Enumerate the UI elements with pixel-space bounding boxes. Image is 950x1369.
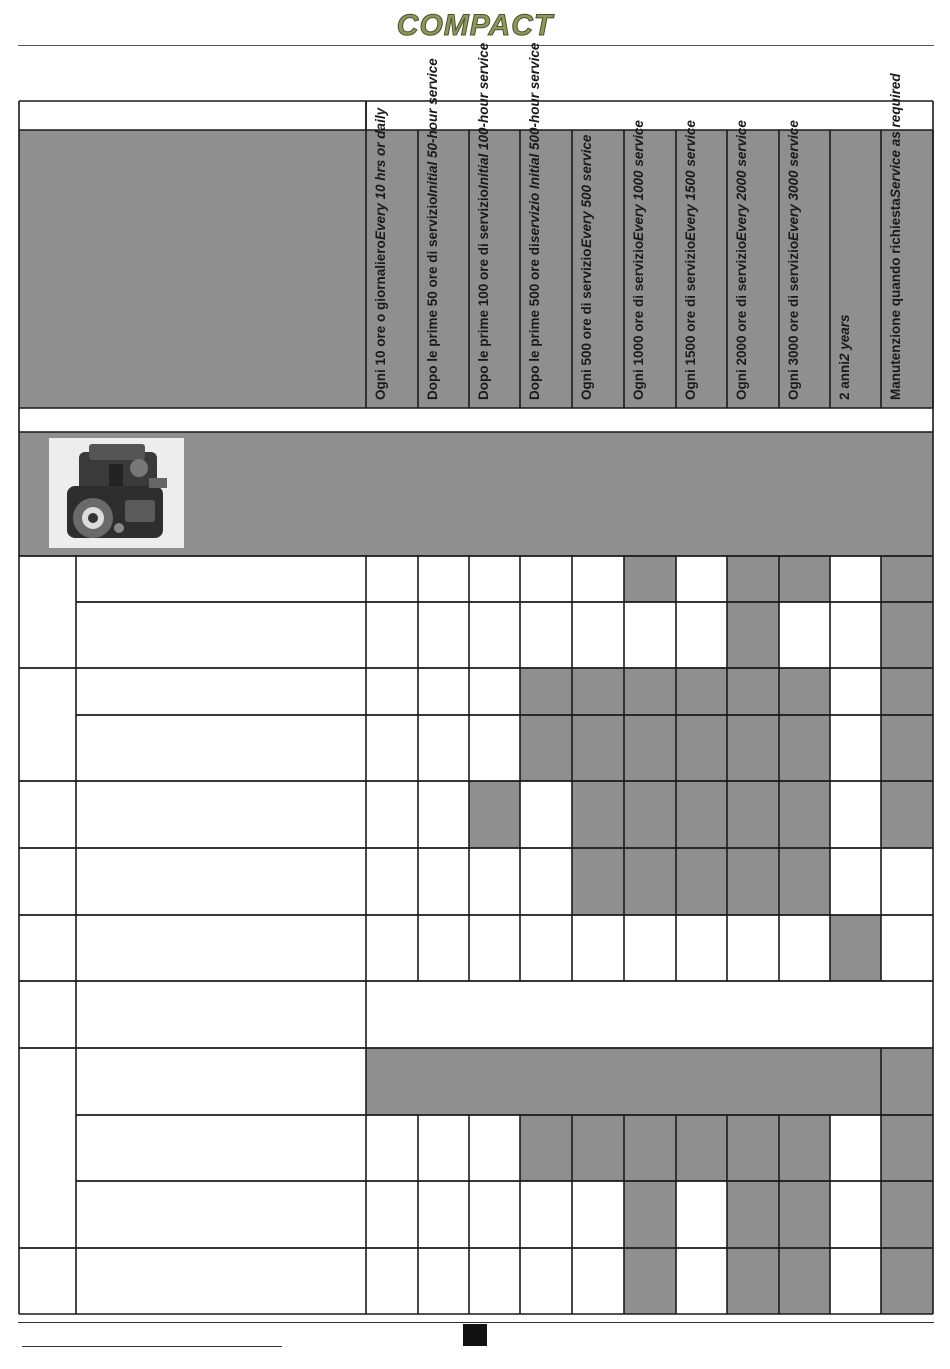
- interval-header-label: [682, 120, 722, 400]
- interval-header-label: [887, 73, 927, 400]
- footer-rule: [18, 1322, 934, 1323]
- footer-underline: [22, 1346, 282, 1347]
- schedule-cell-shaded: [676, 781, 727, 848]
- interval-label-it: Manutenzione quando richiesta: [888, 198, 903, 400]
- schedule-cell-shaded: [727, 1248, 779, 1314]
- interval-label-en: servizio Initial 500-hour service: [527, 42, 542, 244]
- schedule-cell-shaded: [727, 668, 779, 715]
- page-number-block: [463, 1324, 487, 1346]
- schedule-cell-shaded: [572, 1115, 624, 1181]
- schedule-cell-shaded: [624, 556, 676, 602]
- interval-label-it: Dopo le prime 500 ore di: [527, 243, 542, 400]
- schedule-cell-shaded: [881, 1115, 933, 1181]
- interval-label-en: Every 500 service: [579, 135, 594, 249]
- schedule-cell-shaded: [624, 1181, 676, 1248]
- schedule-cell-shaded: [881, 1181, 933, 1248]
- schedule-cell-shaded: [520, 1115, 572, 1181]
- interval-header-label: [372, 108, 412, 400]
- interval-label-it: Ogni 1500 ore di servizio: [683, 240, 698, 400]
- description-header-cell: [19, 130, 366, 408]
- schedule-cell-shaded: [727, 1115, 779, 1181]
- interval-label-it: Ogni 1000 ore di servizio: [631, 240, 646, 400]
- schedule-cell-shaded: [779, 1115, 830, 1181]
- interval-label-en: 2 years: [837, 314, 852, 361]
- schedule-cell-shaded: [779, 1181, 830, 1248]
- interval-label-it: Ogni 3000 ore di servizio: [786, 240, 801, 400]
- interval-label-en: Service as required: [888, 73, 903, 199]
- engine-icon: [49, 438, 184, 548]
- schedule-cell-shaded: [624, 715, 676, 781]
- schedule-cell-shaded: [676, 668, 727, 715]
- schedule-cell-shaded: [779, 781, 830, 848]
- interval-header-label: [526, 42, 566, 400]
- interval-header-label: [578, 135, 618, 400]
- schedule-cell-shaded: [676, 715, 727, 781]
- interval-header-label: [630, 120, 670, 400]
- schedule-cell-shaded: [624, 668, 676, 715]
- schedule-cell-shaded: [727, 715, 779, 781]
- schedule-cell-shaded: [469, 781, 520, 848]
- schedule-cell-shaded: [727, 1181, 779, 1248]
- schedule-cell-shaded: [624, 848, 676, 915]
- schedule-cell-shaded: [572, 781, 624, 848]
- schedule-cell-shaded: [676, 848, 727, 915]
- interval-label-en: Every 1500 service: [683, 120, 698, 241]
- schedule-cell-shaded: [727, 556, 779, 602]
- schedule-cell-shaded: [881, 602, 933, 668]
- schedule-cell-shaded: [676, 1115, 727, 1181]
- schedule-cell-shaded: [779, 848, 830, 915]
- schedule-cell-shaded: [881, 668, 933, 715]
- interval-label-it: 2 anni: [837, 360, 852, 400]
- interval-label-it: Ogni 500 ore di servizio: [579, 248, 594, 400]
- schedule-cell-shaded: [881, 781, 933, 848]
- engine-photo: [49, 438, 184, 548]
- interval-label-it: Ogni 2000 ore di servizio: [734, 240, 749, 400]
- interval-label-en: Every 2000 service: [734, 120, 749, 241]
- schedule-cell-shaded: [881, 556, 933, 602]
- logo-text: COMPACT: [396, 9, 554, 42]
- interval-header-label: [733, 120, 773, 400]
- interval-label-it: Ogni 10 ore o giornaliero: [373, 240, 388, 400]
- merged-shaded-cell: [366, 1048, 881, 1115]
- schedule-cell-shaded: [624, 781, 676, 848]
- schedule-cell-shaded: [830, 915, 881, 981]
- interval-label-en: Initial 50-hour service: [425, 57, 440, 197]
- schedule-cell-shaded: [520, 668, 572, 715]
- schedule-cell-shaded: [881, 1048, 933, 1115]
- schedule-cell-shaded: [779, 715, 830, 781]
- schedule-cell-shaded: [572, 848, 624, 915]
- interval-header-label: [475, 42, 515, 400]
- schedule-cell-shaded: [779, 668, 830, 715]
- schedule-cell-shaded: [779, 1248, 830, 1314]
- schedule-cell-shaded: [727, 602, 779, 668]
- interval-label-it: Dopo le prime 100 ore di servizio: [476, 189, 491, 400]
- schedule-cell-shaded: [727, 781, 779, 848]
- interval-header-label: [836, 140, 876, 400]
- schedule-cell-shaded: [624, 1248, 676, 1314]
- interval-label-en: Every 1000 service: [631, 120, 646, 241]
- schedule-cell-shaded: [727, 848, 779, 915]
- interval-label-en: Initial 100-hour service: [476, 42, 491, 190]
- schedule-cell-shaded: [881, 1248, 933, 1314]
- schedule-cell-shaded: [624, 1115, 676, 1181]
- interval-label-en: Every 10 hrs or daily: [373, 108, 388, 241]
- schedule-cell-shaded: [881, 715, 933, 781]
- interval-label-en: Every 3000 service: [786, 120, 801, 241]
- interval-header-label: [785, 120, 825, 400]
- schedule-cell-shaded: [779, 556, 830, 602]
- schedule-cell-shaded: [520, 715, 572, 781]
- interval-label-it: Dopo le prime 50 ore di servizio: [425, 196, 440, 400]
- schedule-cell-shaded: [572, 668, 624, 715]
- interval-header-label: [424, 57, 464, 400]
- schedule-cell-shaded: [572, 715, 624, 781]
